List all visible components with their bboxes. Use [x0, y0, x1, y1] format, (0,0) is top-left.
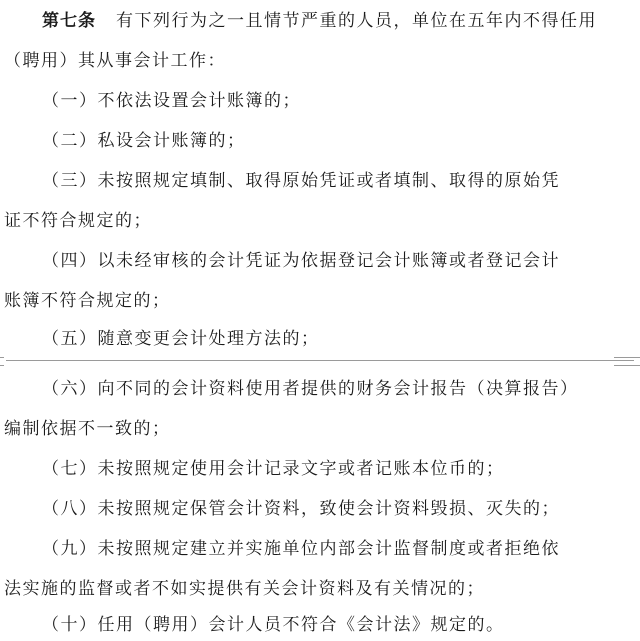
item-1: （一）不依法设置会计账簿的； — [42, 91, 301, 111]
page-break-right-mark — [614, 357, 640, 366]
article-heading: 第七条 — [42, 11, 96, 31]
article-intro-line-1 — [42, 10, 597, 32]
item-3-line-2: 证不符合规定的； — [4, 211, 152, 231]
item-3-line-1: （三）未按照规定填制、取得原始凭证或者填制、取得的原始凭 — [42, 171, 560, 191]
item-10: （十）任用（聘用）会计人员不符合《会计法》规定的。 — [42, 615, 505, 635]
item-6-line-1: （六）向不同的会计资料使用者提供的财务会计报告（决算报告） — [42, 379, 579, 399]
item-4-line-1: （四）以未经审核的会计凭证为依据登记会计账簿或者登记会计 — [42, 251, 560, 271]
item-4-line-2: 账簿不符合规定的； — [4, 291, 171, 311]
item-7: （七）未按照规定使用会计记录文字或者记账本位币的； — [42, 459, 505, 479]
item-8: （八）未按照规定保管会计资料，致使会计资料毁损、灭失的； — [42, 499, 560, 519]
item-9-line-1: （九）未按照规定建立并实施单位内部会计监督制度或者拒绝依 — [42, 539, 560, 559]
page-break-divider — [0, 357, 640, 365]
page-break-left-mark — [0, 357, 4, 366]
item-9-line-2: 法实施的监督或者不如实提供有关会计资料及有关情况的； — [4, 579, 485, 599]
article-intro-text: 有下列行为之一且情节严重的人员，单位在五年内不得任用 — [116, 11, 597, 31]
item-2: （二）私设会计账簿的； — [42, 131, 246, 151]
article-intro-line-2: （聘用）其从事会计工作： — [4, 51, 226, 71]
page-break-rule — [6, 360, 634, 361]
item-5: （五）随意变更会计处理方法的； — [42, 329, 320, 349]
item-6-line-2: 编制依据不一致的； — [4, 419, 171, 439]
